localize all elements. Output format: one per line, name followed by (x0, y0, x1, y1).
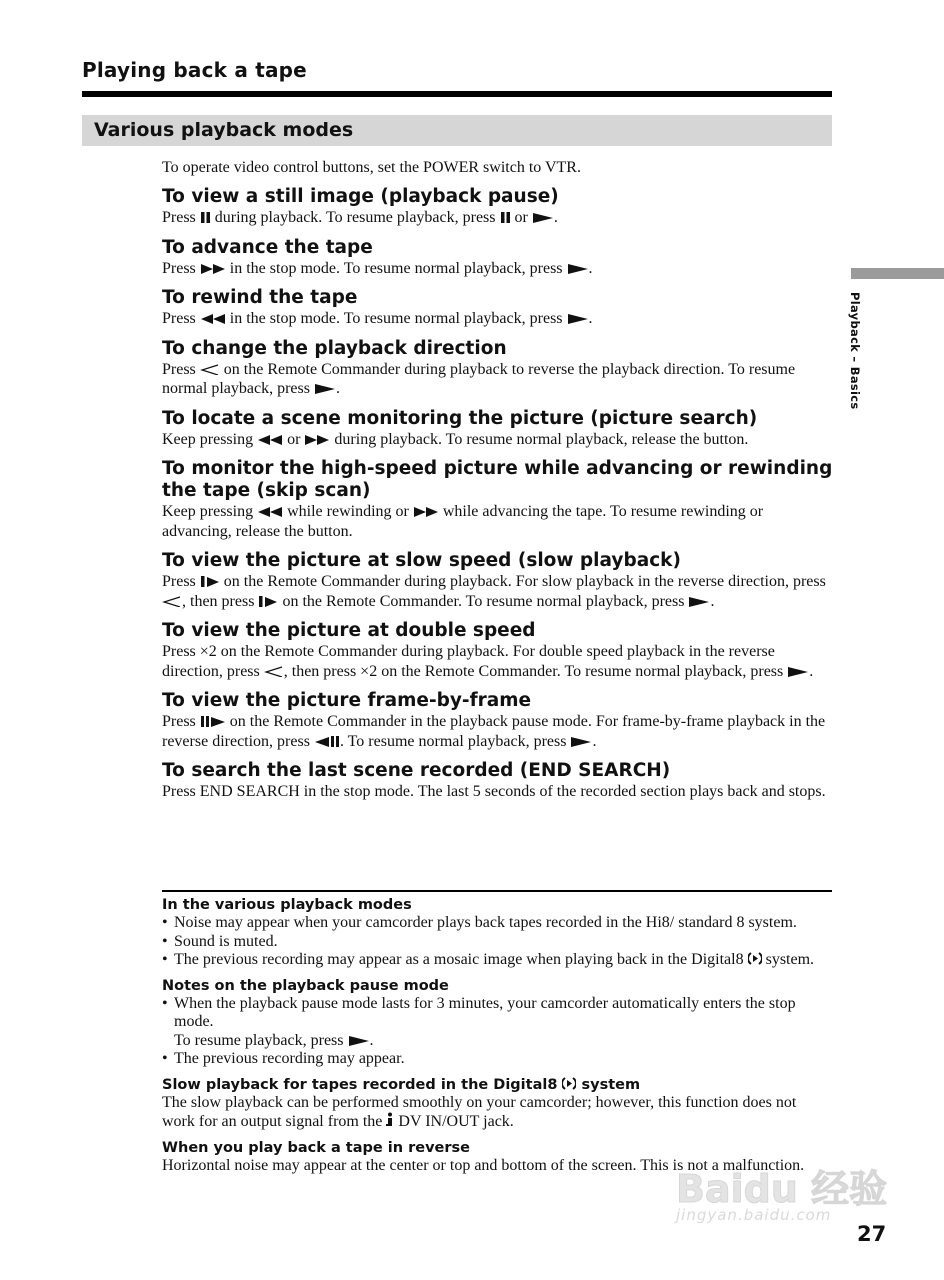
entry-skip-scan (162, 458, 834, 541)
note-heading: Slow playback for tapes recorded in the Digital8 system (162, 1076, 641, 1093)
content-body (162, 158, 834, 811)
play-icon (532, 211, 554, 223)
reverse-direction-icon (264, 665, 284, 677)
section-band (82, 115, 832, 146)
header-rule (82, 91, 832, 97)
entry-text: Press on the Remote Commander in the playback pause mode. For frame-by-frame playback in the reverse direction, press . To resume normal playback, press . (162, 713, 826, 750)
entry-text: Press in the stop mode. To resume normal playback, press . (162, 310, 593, 327)
entry-title: To advance the tape (162, 236, 373, 258)
frame-reverse-icon (314, 735, 340, 747)
entry-advance-tape (162, 237, 834, 279)
note-heading: When you play back a tape in reverse (162, 1139, 470, 1156)
section-title: Various playback modes (94, 119, 354, 141)
entry-title: To monitor the high-speed picture while advancing or rewinding the tape (skip scan) (162, 458, 833, 501)
rewind-icon (200, 312, 226, 324)
digital8-logo-icon (748, 952, 762, 965)
entry-title: To view the picture frame-by-frame (162, 690, 532, 711)
rewind-icon (257, 433, 283, 445)
entry-text: Press on the Remote Commander during playback. For slow playback in the reverse direction, press , then press on the Remote Commander. To resume normal playback, press . (162, 573, 826, 610)
entry-slow-playback (162, 550, 834, 611)
note-bullet: • The previous recording may appear. (162, 1050, 405, 1067)
page-number: 27 (857, 1222, 887, 1246)
digital8-logo-icon (562, 1077, 576, 1090)
note-bullet: • When the playback pause mode lasts for 3 minutes, your camcorder automatically enters the stop mode. (162, 994, 796, 1030)
entry-end-search (162, 760, 834, 802)
entry-title: To view a still image (playback pause) (162, 186, 559, 207)
entry-title: To view the picture at double speed (162, 620, 536, 641)
slow-play-icon (200, 575, 220, 587)
entry-text: Press END SEARCH in the stop mode. The last 5 seconds of the recorded section plays back and stops. (162, 783, 826, 800)
note-text: The slow playback can be performed smoothly on your camcorder; however, this function does not work for an output signal from the DV IN/OUT jack. (162, 1093, 797, 1130)
entry-double-speed (162, 620, 834, 681)
entry-title: To search the last scene recorded (END SEARCH) (162, 760, 671, 781)
play-icon (348, 1034, 370, 1046)
entry-text: Keep pressing or during playback. To resume normal playback, release the button. (162, 430, 749, 448)
fast-forward-icon (304, 433, 330, 445)
note-slow-digital8 (162, 1076, 832, 1132)
fast-forward-icon (200, 262, 226, 274)
entry-text: Press in the stop mode. To resume normal playback, press . (162, 259, 593, 277)
pause-icon (500, 211, 511, 223)
note-various-modes (162, 896, 832, 970)
frame-forward-icon (200, 715, 226, 727)
note-bullet: • The previous recording may appear as a mosaic image when playing back in the Digital8 system. (162, 951, 815, 968)
note-indent-line: To resume playback, press . (174, 1031, 374, 1049)
watermark-logo: Baidu 经验 (676, 1167, 888, 1211)
watermark-url: jingyan.baidu.com (676, 1206, 832, 1224)
note-heading: In the various playback modes (162, 897, 412, 913)
entry-text: Press on the Remote Commander during playback to reverse the playback direction. To resume normal playback, press . (162, 360, 796, 397)
play-icon (688, 595, 710, 607)
entry-change-direction (162, 338, 834, 399)
note-bullet: • Sound is muted. (162, 932, 278, 950)
notes-section (162, 896, 832, 1182)
note-heading: Notes on the playback pause mode (162, 977, 449, 994)
side-chapter-label: Playback – Basics (848, 292, 862, 410)
reverse-direction-icon (162, 595, 182, 607)
entry-picture-search (162, 408, 834, 450)
reverse-direction-icon (200, 363, 220, 375)
note-pause-mode (162, 977, 832, 1069)
entry-text: Press ×2 on the Remote Commander during playback. For double speed playback in the reverse direction, press , then press ×2 on the Remote Commander. To resume normal playback, press . (162, 643, 814, 680)
entry-rewind-tape (162, 287, 834, 329)
entry-text: Keep pressing while rewinding or while advancing the tape. To resume rewinding or advancing, release the button. (162, 503, 764, 540)
play-icon (567, 312, 589, 324)
entry-title: To view the picture at slow speed (slow playback) (162, 550, 681, 571)
play-icon (570, 735, 592, 747)
entry-frame-by-frame (162, 690, 834, 751)
notes-divider (162, 890, 832, 892)
entry-title: To change the playback direction (162, 337, 507, 359)
play-icon (567, 262, 589, 274)
entry-title: To locate a scene monitoring the picture (picture search) (162, 407, 758, 429)
fast-forward-icon (413, 505, 439, 517)
entry-still-image (162, 186, 834, 228)
slow-play-icon (258, 595, 278, 607)
side-thumb-tab (851, 268, 944, 279)
play-icon (314, 382, 336, 394)
entry-title: To rewind the tape (162, 287, 358, 308)
play-icon (787, 665, 809, 677)
page-header-title: Playing back a tape (82, 58, 307, 82)
entry-text: Press during playback. To resume playback, press or . (162, 209, 558, 226)
pause-icon (200, 211, 211, 223)
note-bullet: • Noise may appear when your camcorder plays back tapes recorded in the Hi8/ standard 8 system. (162, 914, 797, 931)
note-text: Horizontal noise may appear at the center or top and bottom of the screen. This is not a malfunction. (162, 1156, 805, 1174)
rewind-icon (257, 505, 283, 517)
intro-text: To operate video control buttons, set the POWER switch to VTR. (162, 159, 581, 176)
